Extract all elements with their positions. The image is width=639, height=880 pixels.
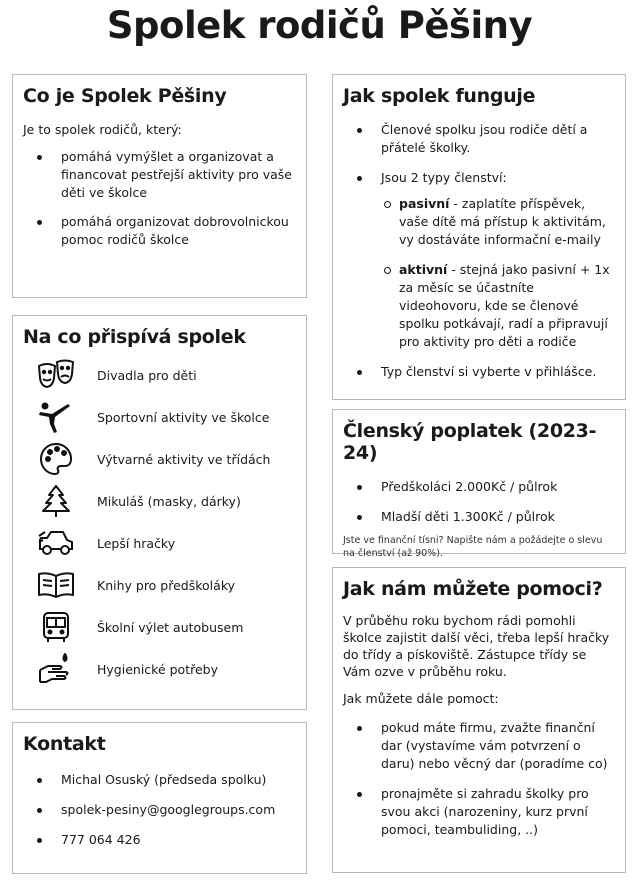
contributes-heading: Na co přispívá spolek xyxy=(23,326,246,348)
list-item: Předškoláci 2.000Kč / půlrok xyxy=(343,478,615,496)
list-item xyxy=(23,396,296,438)
contact-card xyxy=(12,722,307,874)
gymnast-icon xyxy=(35,399,77,435)
item-label: Školní výlet autobusem xyxy=(97,619,244,635)
contact-list xyxy=(23,771,296,849)
how-list xyxy=(343,121,615,381)
fee-list xyxy=(343,478,615,526)
list-item: pomáhá vymýšlet a organizovat a financovat pestřejší aktivity pro vaše děti ve školce xyxy=(23,148,296,202)
how-card xyxy=(332,74,626,400)
contact-phone[interactable]: 777 064 426 xyxy=(23,831,296,849)
fee-card xyxy=(332,409,626,559)
membership-active: aktivní - stejná jako pasivní + 1x za měsíc se účastníte videohovoru, kde se členové spolku potkávají, radí a připravují pro aktivity pro děti a rodiče xyxy=(381,261,615,351)
help-list xyxy=(343,719,615,839)
list-item xyxy=(23,564,296,606)
membership-passive: pasivní - zaplatíte příspěvek, vaše dítě má přístup k aktivitám, vy dostáváte informační e-maily xyxy=(381,195,615,249)
list-item xyxy=(343,169,615,351)
item-label: Knihy pro předškoláky xyxy=(97,577,236,593)
help-heading: Jak nám můžete pomoci? xyxy=(343,578,603,600)
bus-icon xyxy=(35,609,77,645)
item-label: Výtvarné aktivity ve třídách xyxy=(97,451,271,467)
list-item xyxy=(23,522,296,564)
about-list xyxy=(23,148,296,249)
open-book-icon xyxy=(35,567,77,603)
about-heading: Co je Spolek Pěšiny xyxy=(23,85,227,107)
contributes-card xyxy=(12,315,307,710)
christmas-tree-icon xyxy=(35,483,77,519)
list-item: Mladší děti 1.300Kč / půlrok xyxy=(343,508,615,526)
fee-heading: Členský poplatek (2023-24) xyxy=(343,420,597,464)
contact-name: Michal Osuský (předseda spolku) xyxy=(23,771,296,789)
help-paragraph: V průběhu roku bychom rádi pomohli školce zajistit další věci, třeba lepší hračky do třídy a pískoviště. Zástupce třídy se Vám ozve v průběhu roku. xyxy=(343,613,610,679)
item-label: Lepší hračky xyxy=(97,535,176,551)
list-item xyxy=(23,648,296,690)
about-intro: Je to spolek rodičů, který: xyxy=(23,122,182,137)
item-label: Sportovní aktivity ve školce xyxy=(97,409,270,425)
contact-email[interactable]: spolek-pesiny@googlegroups.com xyxy=(23,801,296,819)
item-label: Hygienické potřeby xyxy=(97,661,218,677)
list-item: pomáhá organizovat dobrovolnickou pomoc rodičů školce xyxy=(23,213,296,249)
how-heading: Jak spolek funguje xyxy=(343,85,536,107)
hand-wash-icon xyxy=(35,651,77,687)
list-item xyxy=(23,438,296,480)
list-item: pokud máte firmu, zvažte finanční dar (vystavíme vám potvrzení o daru) nebo věcný dar (poradíme co) xyxy=(343,719,615,773)
theater-masks-icon xyxy=(35,357,77,393)
help-card xyxy=(332,567,626,873)
help-subheading: Jak můžete dále pomoct: xyxy=(343,691,499,706)
contact-heading: Kontakt xyxy=(23,733,106,755)
list-item: pronajměte si zahradu školky pro svou akci (narozeniny, kurz první pomoci, teambuliding, ..) xyxy=(343,785,615,839)
membership-types-intro: Jsou 2 typy členství: xyxy=(381,170,507,185)
list-item xyxy=(23,480,296,522)
membership-types xyxy=(381,195,615,351)
list-item xyxy=(23,354,296,396)
item-label: Divadla pro děti xyxy=(97,367,197,383)
about-card xyxy=(12,74,307,298)
fee-note: Jste ve finanční tísni? Napište nám a požádejte o slevu na členství (až 90%). xyxy=(343,535,603,559)
list-item: Členové spolku jsou rodiče dětí a přátelé školky. xyxy=(343,121,615,157)
list-item: Typ členství si vyberte v přihlášce. xyxy=(343,363,615,381)
palette-icon xyxy=(35,441,77,477)
item-label: Mikuláš (masky, dárky) xyxy=(97,493,241,509)
list-item xyxy=(23,606,296,648)
page-title: Spolek rodičů Pěšiny xyxy=(106,4,533,47)
toy-car-icon xyxy=(35,525,77,561)
